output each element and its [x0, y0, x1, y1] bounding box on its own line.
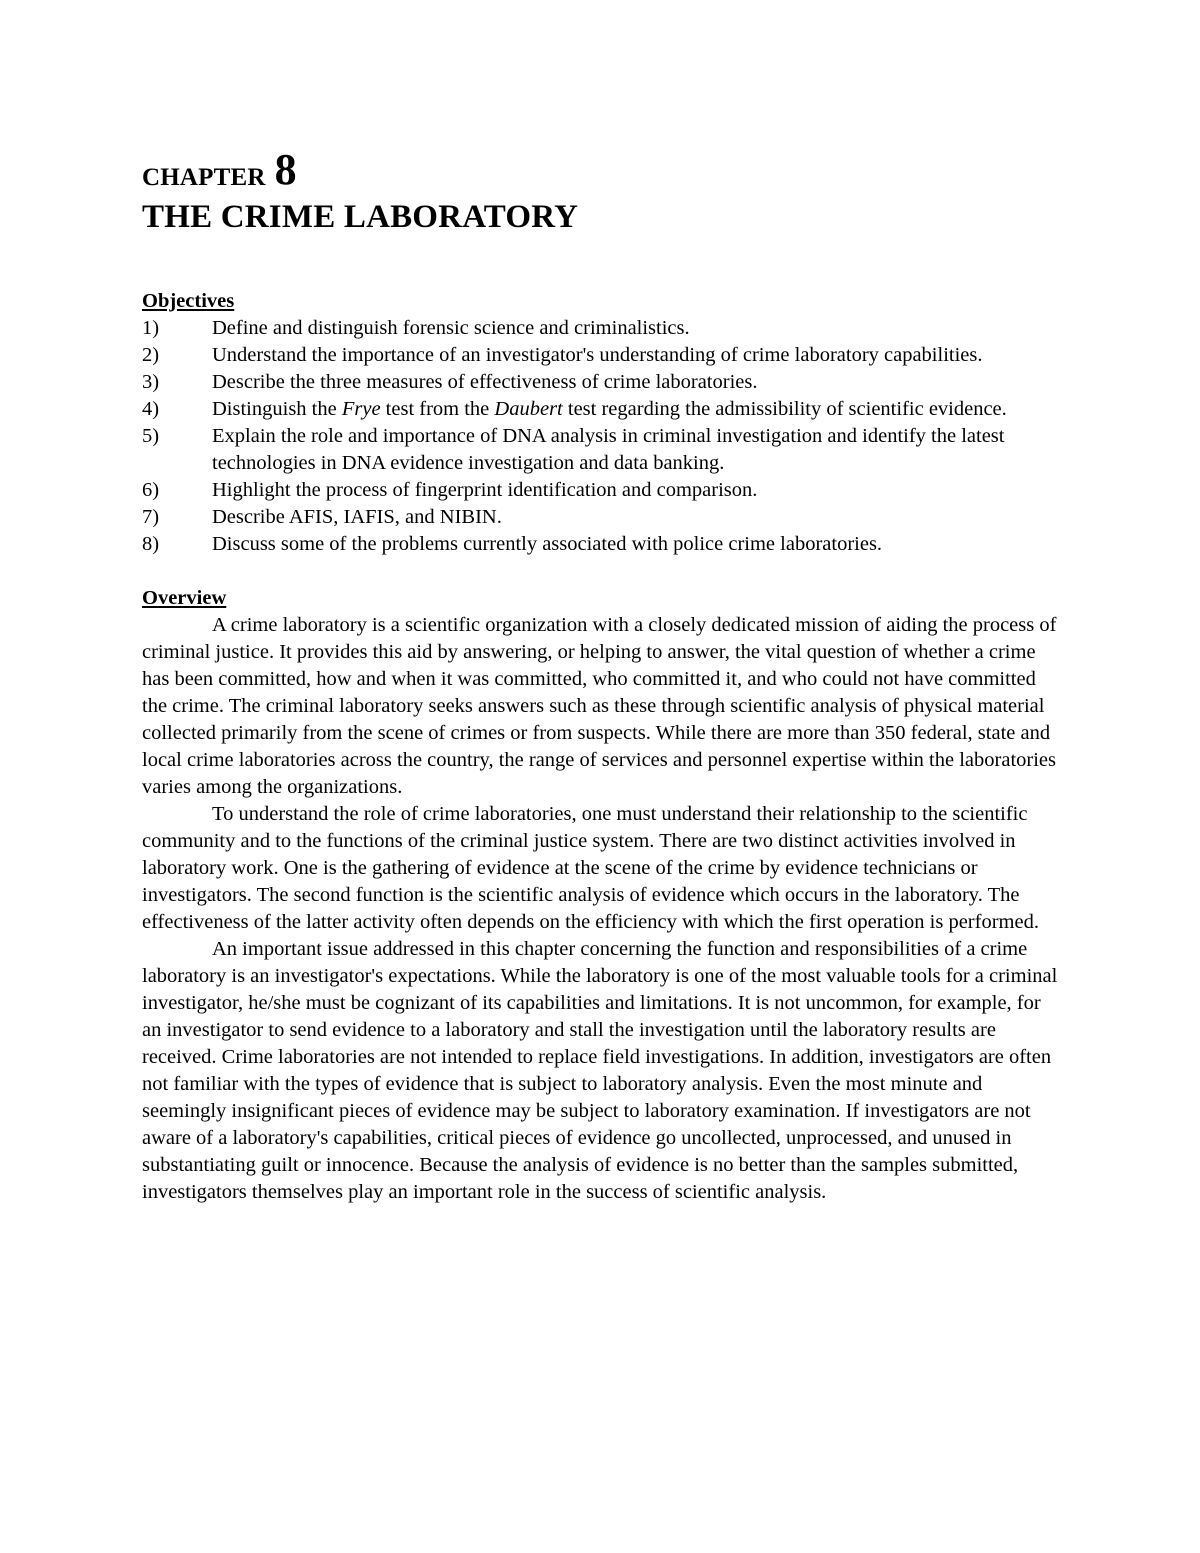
- objective-text-part: Distinguish the: [212, 397, 342, 420]
- objectives-heading: Objectives: [142, 289, 235, 312]
- objective-item: [142, 531, 1062, 558]
- document-page: [142, 145, 1062, 1206]
- overview-paragraph: A crime laboratory is a scientific organization with a closely dedicated mission of aiding the process of criminal justice. It provides this aid by answering, or helping to answer, the vital question of whether a crime has been committed, how and when it was committed, who committed it, and who could not have committed the crime. The criminal laboratory seeks answers such as these through scientific analysis of physical material collected primarily from the scene of crimes or from suspects. While there are more than 350 federal, state and local crime laboratories across the country, the range of services and personnel expertise within the laboratories varies among the organizations.: [142, 613, 1057, 798]
- chapter-number: 8: [274, 145, 297, 194]
- objective-text-part: Highlight the process of fingerprint identification and comparison.: [212, 478, 758, 501]
- objective-text-part: Understand the importance of an investigator's understanding of crime laboratory capabilities.: [212, 343, 983, 366]
- objective-item: [142, 396, 1062, 423]
- objective-number: 2): [142, 343, 160, 366]
- objective-number: 6): [142, 478, 160, 501]
- chapter-word: CHAPTER: [142, 164, 266, 191]
- objectives-list: [142, 315, 1062, 558]
- objective-text-part: Discuss some of the problems currently associated with police crime laboratories.: [212, 532, 883, 555]
- objective-text-part: Describe the three measures of effectiveness of crime laboratories.: [212, 370, 758, 393]
- objective-item: [142, 477, 1062, 504]
- overview-paragraph: An important issue addressed in this chapter concerning the function and responsibilities of a crime laboratory is an investigator's expectations. While the laboratory is one of the most valuable tools for a criminal investigator, he/she must be cognizant of its capabilities and limitations. It is not uncommon, for example, for an investigator to send evidence to a laboratory and stall the investigation until the laboratory results are received. Crime laboratories are not intended to replace field investigations. In addition, investigators are often not familiar with the types of evidence that is subject to laboratory analysis. Even the most minute and seemingly insignificant pieces of evidence may be subject to laboratory examination. If investigators are not aware of a laboratory's capabilities, critical pieces of evidence go uncollected, unprocessed, and unused in substantiating guilt or innocence. Because the analysis of evidence is no better than the samples submitted, investigators themselves play an important role in the success of scientific analysis.: [142, 937, 1058, 1203]
- objective-item: [142, 504, 1062, 531]
- case-name-frye: Frye: [341, 397, 381, 420]
- objective-text: [212, 504, 1062, 531]
- objective-text-part: Describe AFIS, IAFIS, and NIBIN.: [212, 505, 502, 528]
- objective-text: [212, 477, 1062, 504]
- objective-number: 7): [142, 505, 160, 528]
- objective-text-part: Define and distinguish forensic science and criminalistics.: [212, 316, 690, 339]
- objective-number: 1): [142, 316, 160, 339]
- objective-text: [212, 369, 1062, 396]
- overview-heading: Overview: [142, 586, 227, 609]
- objective-number: 5): [142, 424, 160, 447]
- objective-number: 8): [142, 532, 160, 555]
- objective-text: [212, 396, 1062, 423]
- objective-item: [142, 342, 1062, 369]
- objective-text: [212, 423, 1062, 477]
- objective-text-part: test regarding the admissibility of scientific evidence.: [562, 397, 1007, 420]
- objective-item: [142, 315, 1062, 342]
- objective-text: [212, 342, 1062, 369]
- overview-paragraph: To understand the role of crime laboratories, one must understand their relationship to the scientific community and to the functions of the criminal justice system. There are two distinct activities involved in laboratory work. One is the gathering of evidence at the scene of the crime by evidence technicians or investigators. The second function is the scientific analysis of evidence which occurs in the laboratory. The effectiveness of the latter activity often depends on the efficiency with which the first operation is performed.: [142, 802, 1039, 933]
- chapter-label: [142, 145, 1062, 194]
- objective-text: [212, 315, 1062, 342]
- objective-item: [142, 423, 1062, 477]
- objective-text: [212, 531, 1062, 558]
- objective-item: [142, 369, 1062, 396]
- objective-number: 3): [142, 370, 160, 393]
- objective-number: 4): [142, 397, 160, 420]
- objective-text-part: Explain the role and importance of DNA analysis in criminal investigation and identify the latest technologies in DNA evidence investigation and data banking.: [212, 424, 1005, 474]
- chapter-title: THE CRIME LABORATORY: [142, 199, 579, 235]
- objective-text-part: test from the: [380, 397, 495, 420]
- case-name-daubert: Daubert: [494, 397, 563, 420]
